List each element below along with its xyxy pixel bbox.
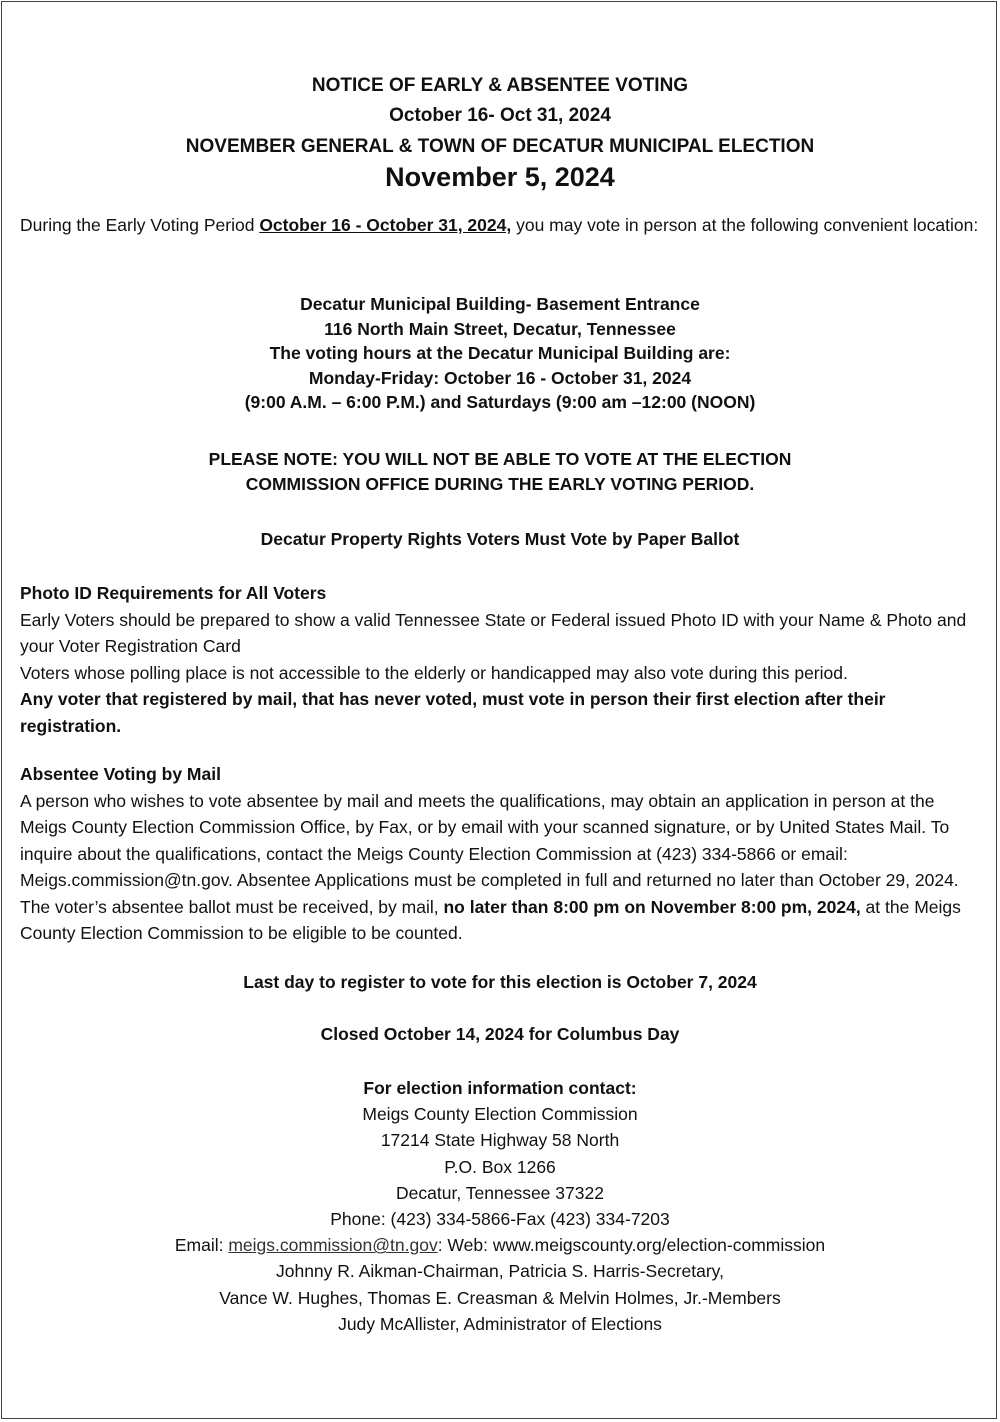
- officers-line2: Vance W. Hughes, Thomas E. Creasman & Melvin Holmes, Jr.-Members: [219, 1287, 781, 1308]
- administrator: Judy McAllister, Administrator of Elections: [338, 1313, 662, 1334]
- property-rights-notice: Decatur Property Rights Voters Must Vote by Paper Ballot: [260, 529, 740, 549]
- registration-deadline: Last day to register to vote for this election is October 7, 2024: [243, 972, 757, 992]
- location-block: [0, 292, 1000, 415]
- absentee-deadline: no later than 8:00 pm on November 8:00 pm, 2024,: [443, 896, 861, 917]
- intro-after: you may vote in person at the following convenient location:: [511, 215, 979, 235]
- intro-before: During the Early Voting Period: [20, 215, 260, 235]
- photo-id-heading: Photo ID Requirements for All Voters: [20, 583, 327, 603]
- photo-id-text3: Any voter that registered by mail, that has never voted, must vote in person their first election after their registration.: [20, 689, 886, 736]
- contact-street: 17214 State Highway 58 North: [380, 1130, 620, 1151]
- notice-title: NOTICE OF EARLY & ABSENTEE VOTING: [311, 75, 689, 96]
- email-link[interactable]: meigs.commission@tn.gov: [228, 1235, 438, 1256]
- contact-email-web: Email: meigs.commission@tn.gov: Web: www.meigscounty.org/election-commission: [174, 1235, 826, 1256]
- location-name: Decatur Municipal Building- Basement Entrance: [300, 294, 700, 314]
- absentee-section: [20, 761, 980, 947]
- photo-id-text1: Early Voters should be prepared to show a valid Tennessee State or Federal issued Photo ID with your Name & Photo and your Voter Registration Card: [20, 609, 967, 656]
- voting-hours: (9:00 A.M. – 6:00 P.M.) and Saturdays (9:00 am –12:00 (NOON): [244, 392, 756, 412]
- election-date: November 5, 2024: [385, 162, 615, 192]
- photo-id-section: [20, 580, 980, 739]
- weekday-dates: Monday-Friday: October 16 - October 31, 2024: [308, 367, 692, 388]
- closed-notice: Closed October 14, 2024 for Columbus Day: [320, 1024, 680, 1044]
- contact-org: Meigs County Election Commission: [362, 1104, 638, 1125]
- officers-line1: Johnny R. Aikman-Chairman, Patricia S. Harris-Secretary,: [275, 1261, 724, 1282]
- photo-id-text2: Voters whose polling place is not accessible to the elderly or handicapped may also vote during this period.: [20, 662, 848, 683]
- contact-phone: Phone: (423) 334-5866-Fax (423) 334-7203: [330, 1209, 670, 1230]
- election-name: NOVEMBER GENERAL & TOWN OF DECATUR MUNICIPAL ELECTION: [185, 136, 815, 157]
- intro-period: October 16 - October 31, 2024,: [259, 215, 512, 235]
- please-note-line1: PLEASE NOTE: YOU WILL NOT BE ABLE TO VOTE AT THE ELECTION: [208, 449, 792, 469]
- hours-intro: The voting hours at the Decatur Municipal Building are:: [269, 343, 731, 363]
- contact-block: [0, 1075, 1000, 1337]
- contact-heading: For election information contact:: [363, 1078, 637, 1098]
- intro-paragraph: [20, 212, 980, 239]
- please-note: [0, 447, 1000, 496]
- absentee-text: A person who wishes to vote absentee by mail and meets the qualifications, may obtain an application in person at the Meigs County Election Commission Office, by Fax, or by email with your scanned signature, or by United States Mail. To inquire about the qualifications, contact the Meigs County Election Commission at (423) 334-5866 or email: Meigs.commission@tn.gov. Absentee Applications must be completed in full and returned no later than October 29, 2024. The voter’s absentee ballot must be received, by mail, no later than 8:00 pm on November 8:00 pm, 2024, at the Meigs County Election Commission to be eligible to be counted.: [20, 790, 961, 943]
- please-note-line2: COMMISSION OFFICE DURING THE EARLY VOTING PERIOD.: [245, 473, 755, 494]
- web-address: : Web: www.meigscounty.org/election-commission: [437, 1235, 826, 1256]
- contact-city: Decatur, Tennessee 37322: [396, 1182, 604, 1203]
- contact-po-box: P.O. Box 1266: [444, 1156, 556, 1177]
- voting-dates: October 16- Oct 31, 2024: [389, 105, 611, 126]
- location-address: 116 North Main Street, Decatur, Tennessee: [324, 318, 676, 339]
- absentee-heading: Absentee Voting by Mail: [20, 764, 221, 784]
